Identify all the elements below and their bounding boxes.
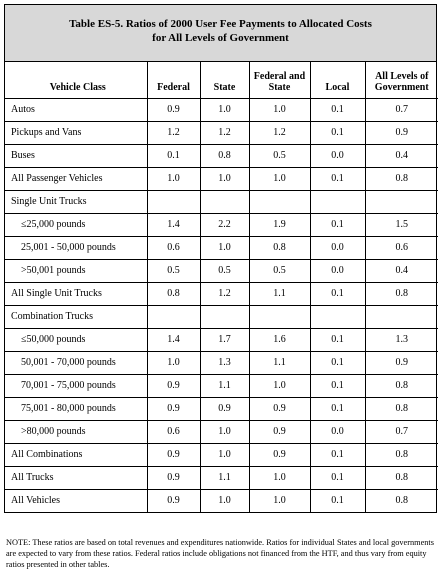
table-row bbox=[5, 282, 438, 305]
table-cell: 1.2 bbox=[249, 121, 310, 144]
table-cell: 0.1 bbox=[310, 466, 365, 489]
table-row bbox=[5, 259, 438, 282]
table-row bbox=[5, 213, 438, 236]
table-cell: 0.8 bbox=[365, 167, 438, 190]
table-cell: 0.8 bbox=[365, 443, 438, 466]
table-cell: 0.9 bbox=[249, 443, 310, 466]
table-cell: 0.4 bbox=[365, 144, 438, 167]
table-cell: 0.5 bbox=[249, 259, 310, 282]
table-cell: 0.9 bbox=[147, 374, 200, 397]
table-row bbox=[5, 236, 438, 259]
row-label: Single Unit Trucks bbox=[5, 190, 147, 213]
table-row bbox=[5, 305, 438, 328]
ratios-table bbox=[5, 62, 438, 512]
row-label: All Combinations bbox=[5, 443, 147, 466]
table-cell: 1.6 bbox=[249, 328, 310, 351]
table-cell: 1.7 bbox=[200, 328, 249, 351]
table-cell: 1.2 bbox=[200, 121, 249, 144]
table-cell: 2.2 bbox=[200, 213, 249, 236]
table-cell: 0.1 bbox=[310, 167, 365, 190]
table-cell: 0.9 bbox=[147, 443, 200, 466]
table-cell: 0.0 bbox=[310, 259, 365, 282]
column-header-vehicle-class: Vehicle Class bbox=[5, 62, 147, 98]
table-cell: 1.1 bbox=[249, 282, 310, 305]
table-cell: 1.4 bbox=[147, 328, 200, 351]
table-cell: 1.0 bbox=[200, 443, 249, 466]
row-label: All Passenger Vehicles bbox=[5, 167, 147, 190]
table-cell: 1.3 bbox=[365, 328, 438, 351]
table-cell: 1.5 bbox=[365, 213, 438, 236]
row-label: Combination Trucks bbox=[5, 305, 147, 328]
table-cell: 0.1 bbox=[310, 282, 365, 305]
row-label: >80,000 pounds bbox=[5, 420, 147, 443]
table-title bbox=[5, 5, 436, 62]
table-cell: 0.8 bbox=[200, 144, 249, 167]
row-label: All Trucks bbox=[5, 466, 147, 489]
row-label: Pickups and Vans bbox=[5, 121, 147, 144]
table-frame bbox=[4, 4, 437, 513]
table-cell: 1.0 bbox=[249, 466, 310, 489]
table-cell: 0.8 bbox=[249, 236, 310, 259]
column-header-all-levels: All Levels of Government bbox=[365, 62, 438, 98]
table-cell: 0.0 bbox=[310, 236, 365, 259]
table-cell: 0.8 bbox=[365, 374, 438, 397]
header-row bbox=[5, 62, 438, 98]
table-cell bbox=[200, 305, 249, 328]
table-cell: 0.0 bbox=[310, 144, 365, 167]
table-cell: 0.9 bbox=[200, 397, 249, 420]
table-cell: 0.9 bbox=[365, 121, 438, 144]
row-label: All Vehicles bbox=[5, 489, 147, 512]
table-cell: 0.5 bbox=[147, 259, 200, 282]
table-cell: 1.3 bbox=[200, 351, 249, 374]
table-cell: 1.0 bbox=[200, 236, 249, 259]
row-label: All Single Unit Trucks bbox=[5, 282, 147, 305]
table-row bbox=[5, 420, 438, 443]
table-cell: 0.1 bbox=[310, 98, 365, 121]
table-cell: 1.0 bbox=[249, 489, 310, 512]
table-cell: 0.9 bbox=[147, 489, 200, 512]
table-row bbox=[5, 466, 438, 489]
table-cell: 0.8 bbox=[365, 397, 438, 420]
table-cell bbox=[249, 305, 310, 328]
table-row bbox=[5, 374, 438, 397]
table-cell bbox=[310, 190, 365, 213]
column-header-local: Local bbox=[310, 62, 365, 98]
table-cell: 0.9 bbox=[147, 397, 200, 420]
table-cell: 0.1 bbox=[147, 144, 200, 167]
table-cell: 0.9 bbox=[147, 466, 200, 489]
row-label: Buses bbox=[5, 144, 147, 167]
table-cell: 0.1 bbox=[310, 397, 365, 420]
table-cell: 0.7 bbox=[365, 420, 438, 443]
table-note: NOTE: These ratios are based on total revenues and expenditures nationwide. Ratios for individual States and local governments are expected to vary from these ratios. Federal ratios include obligations not financed from the HTF, and thus vary from equity ratios presented in other tables. bbox=[6, 538, 434, 569]
table-body bbox=[5, 98, 438, 512]
table-row bbox=[5, 397, 438, 420]
table-cell: 1.0 bbox=[249, 374, 310, 397]
table-cell: 0.8 bbox=[365, 282, 438, 305]
table-cell: 1.0 bbox=[200, 167, 249, 190]
table-cell: 0.5 bbox=[249, 144, 310, 167]
table-cell: 0.9 bbox=[249, 420, 310, 443]
table-cell: 1.9 bbox=[249, 213, 310, 236]
table-cell: 0.1 bbox=[310, 374, 365, 397]
table-cell bbox=[249, 190, 310, 213]
table-cell: 1.2 bbox=[147, 121, 200, 144]
row-label: 75,001 - 80,000 pounds bbox=[5, 397, 147, 420]
table-cell: 0.8 bbox=[395, 494, 408, 506]
table-cell: 0.6 bbox=[147, 420, 200, 443]
table-cell bbox=[147, 190, 200, 213]
table-row bbox=[5, 121, 438, 144]
table-cell: 0.7 bbox=[365, 98, 438, 121]
column-header-federal: Federal bbox=[147, 62, 200, 98]
table-cell: 1.0 bbox=[200, 98, 249, 121]
table-cell bbox=[310, 305, 365, 328]
table-cell: 1.4 bbox=[147, 213, 200, 236]
table-cell bbox=[365, 190, 438, 213]
table-row bbox=[5, 443, 438, 466]
table-cell: 0.0 bbox=[310, 420, 365, 443]
table-cell: 1.1 bbox=[200, 374, 249, 397]
table-cell: 1.1 bbox=[200, 466, 249, 489]
table-row bbox=[5, 167, 438, 190]
table-row bbox=[5, 190, 438, 213]
table-cell: 0.1 bbox=[310, 213, 365, 236]
table-row bbox=[5, 144, 438, 167]
table-cell: 0.6 bbox=[147, 236, 200, 259]
table-cell: 1.0 bbox=[200, 489, 249, 512]
table-cell: 0.1 bbox=[310, 443, 365, 466]
row-label: 25,001 - 50,000 pounds bbox=[5, 236, 147, 259]
table-title-line-1: Table ES-5. Ratios of 2000 User Fee Payments to Allocated Costs bbox=[69, 18, 372, 30]
row-label: ≤25,000 pounds bbox=[5, 213, 147, 236]
table-row bbox=[5, 328, 438, 351]
table-title-line-2: for All Levels of Government bbox=[152, 32, 289, 44]
table-cell: 0.9 bbox=[365, 351, 438, 374]
row-label: >50,001 pounds bbox=[5, 259, 147, 282]
table-cell: 0.1 bbox=[310, 351, 365, 374]
table-row bbox=[5, 351, 438, 374]
table-cell: 0.6 bbox=[365, 236, 438, 259]
table-cell: 0.1 bbox=[310, 328, 365, 351]
table-cell: 0.9 bbox=[147, 98, 200, 121]
table-cell: 1.0 bbox=[249, 98, 310, 121]
table-cell: 0.8 bbox=[147, 282, 200, 305]
table-cell: 1.0 bbox=[200, 420, 249, 443]
table-cell bbox=[147, 305, 200, 328]
table-cell: 0.4 bbox=[365, 259, 438, 282]
table-cell bbox=[200, 190, 249, 213]
table-cell: 1.0 bbox=[147, 167, 200, 190]
table-row bbox=[5, 489, 438, 512]
row-label: 70,001 - 75,000 pounds bbox=[5, 374, 147, 397]
table-cell: 0.5 bbox=[200, 259, 249, 282]
column-header-federal-and-state: Federal and State bbox=[249, 62, 310, 98]
column-header-state: State bbox=[200, 62, 249, 98]
table-cell bbox=[365, 305, 438, 328]
table-cell: 0.1 bbox=[310, 121, 365, 144]
row-label: Autos bbox=[5, 98, 147, 121]
table-cell: 1.1 bbox=[249, 351, 310, 374]
table-cell: 1.2 bbox=[200, 282, 249, 305]
table-row bbox=[5, 98, 438, 121]
row-label: ≤50,000 pounds bbox=[5, 328, 147, 351]
table-cell: 1.0 bbox=[147, 351, 200, 374]
table-cell: 0.9 bbox=[249, 397, 310, 420]
table-cell: 1.0 bbox=[249, 167, 310, 190]
row-label: 50,001 - 70,000 pounds bbox=[5, 351, 147, 374]
table-cell: 0.8 bbox=[365, 466, 438, 489]
table-cell: 0.1 bbox=[310, 489, 365, 512]
